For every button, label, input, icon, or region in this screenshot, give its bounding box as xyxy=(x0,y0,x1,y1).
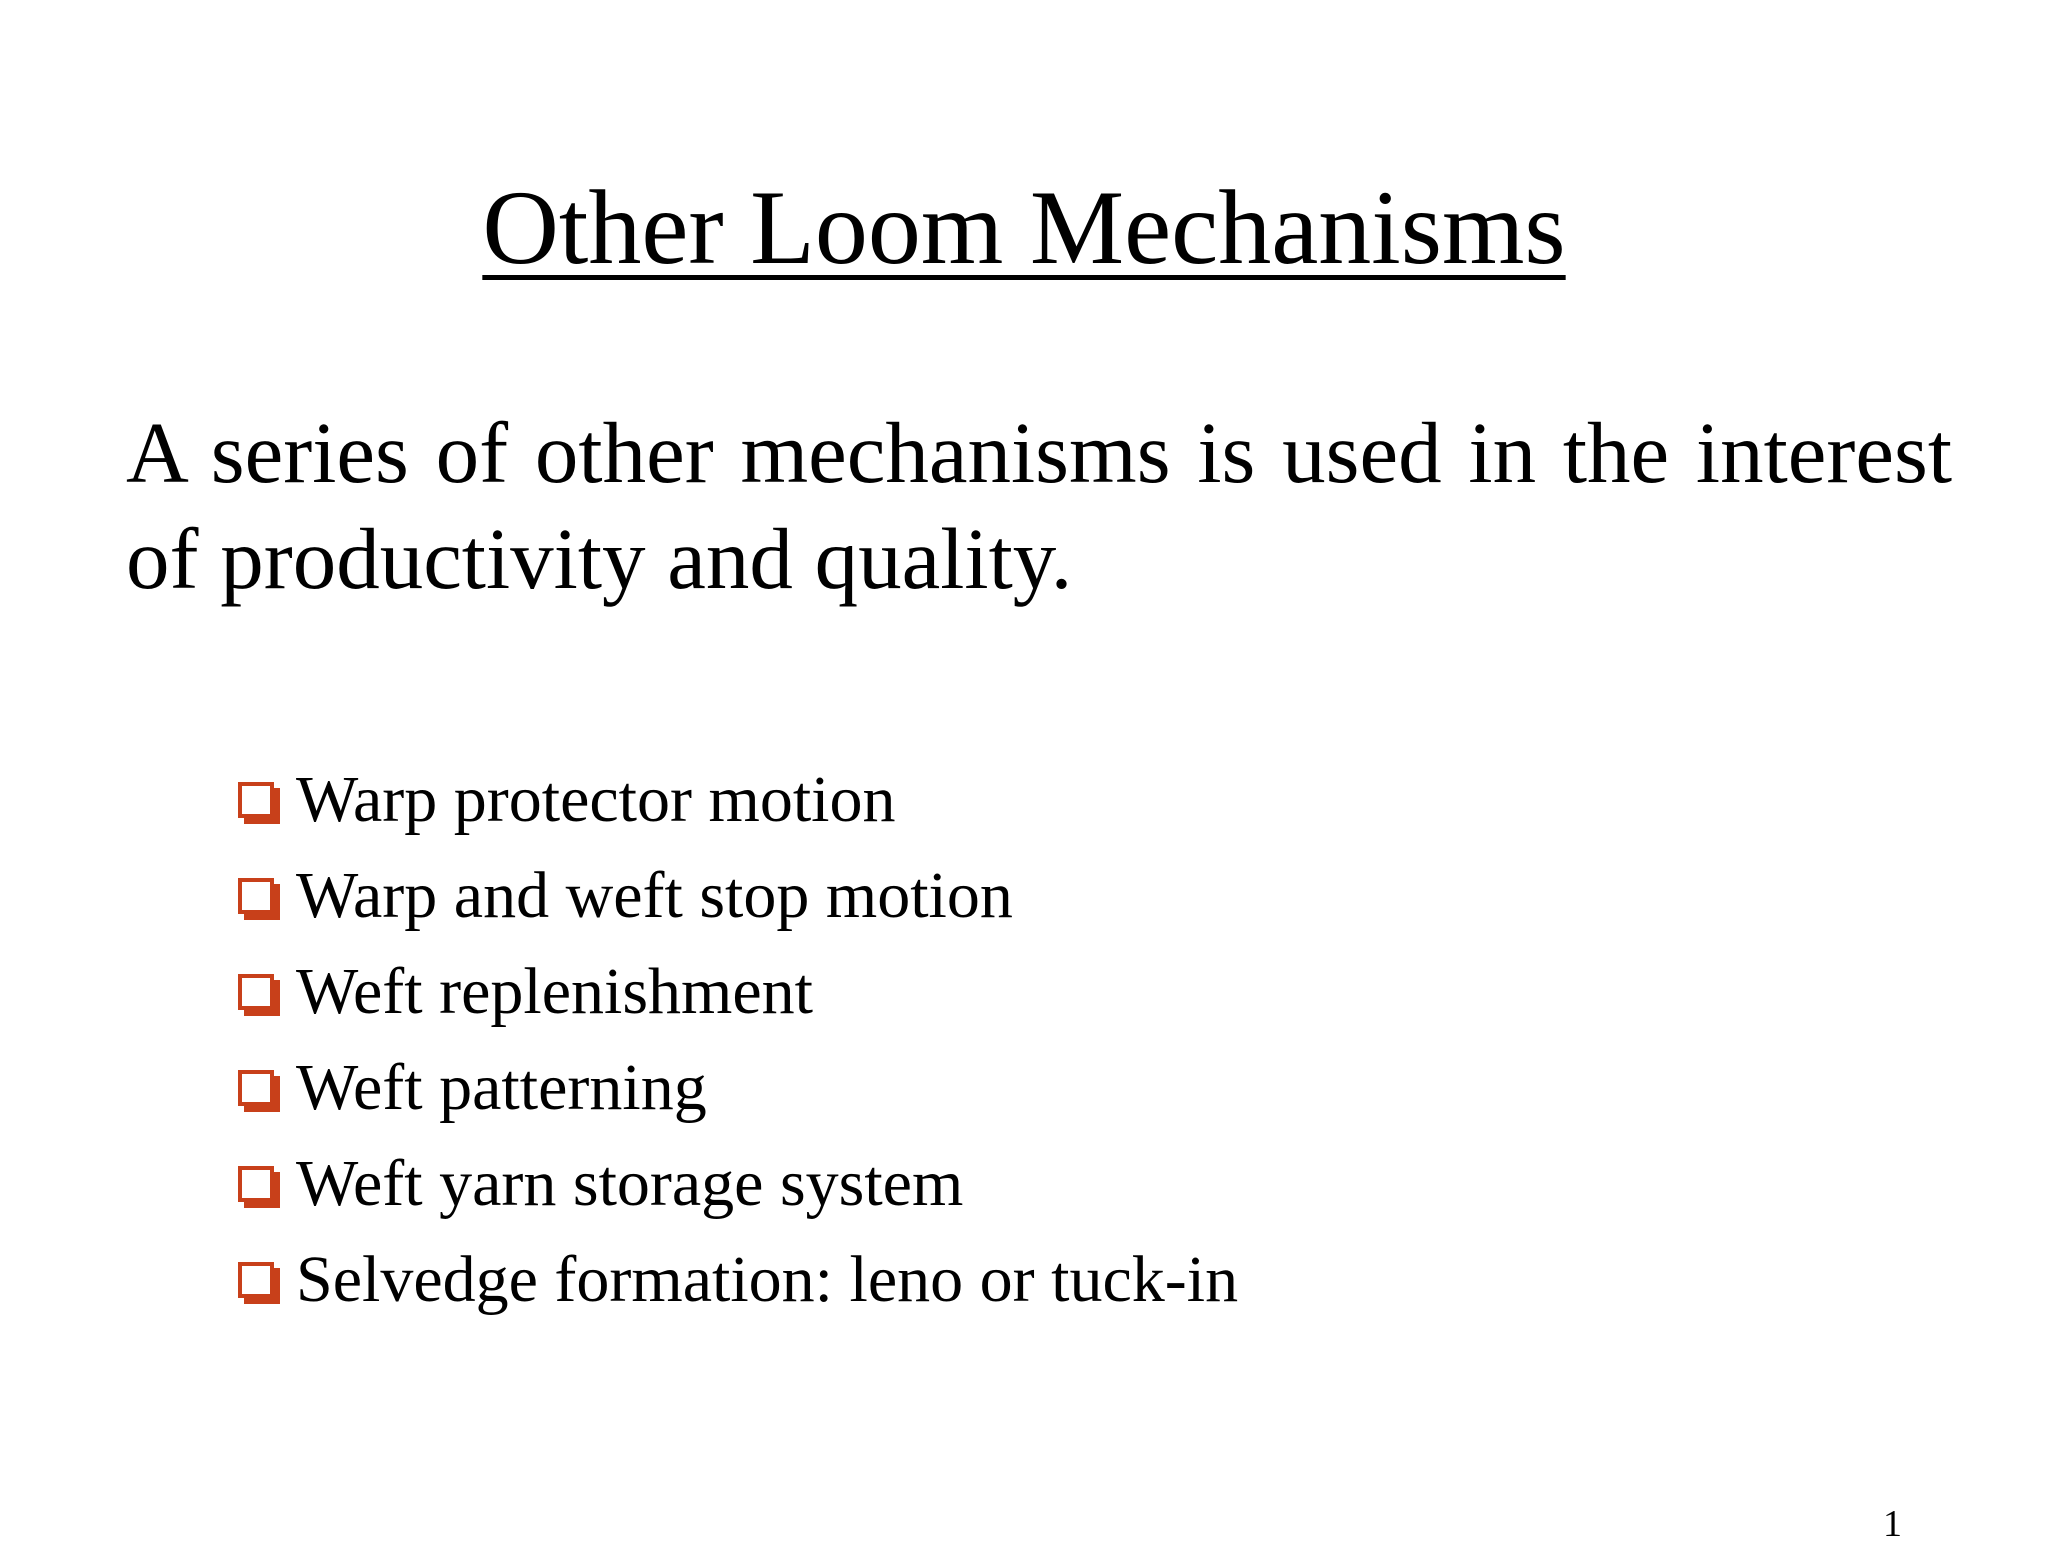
checkbox-icon xyxy=(238,1262,278,1302)
bullet-label: Selvedge formation: leno or tuck-in xyxy=(296,1243,1239,1316)
checkbox-icon xyxy=(238,1166,278,1206)
list-item xyxy=(238,944,1238,1040)
slide-title: Other Loom Mechanisms xyxy=(482,169,1566,286)
bullet-label: Weft patterning xyxy=(296,1051,707,1124)
bullet-label: Weft replenishment xyxy=(296,955,814,1028)
checkbox-icon xyxy=(238,878,278,918)
bullet-label: Warp and weft stop motion xyxy=(296,859,1013,932)
list-item xyxy=(238,848,1238,944)
bullet-list xyxy=(238,752,1238,1328)
list-item xyxy=(238,1040,1238,1136)
page-number: 1 xyxy=(1883,1503,1902,1545)
list-item xyxy=(238,752,1238,848)
intro-paragraph: A series of other mechanisms is used in the interest of productivity and quality. xyxy=(126,404,1952,607)
checkbox-icon xyxy=(238,782,278,822)
bullet-label: Weft yarn storage system xyxy=(296,1147,964,1220)
checkbox-icon xyxy=(238,1070,278,1110)
list-item xyxy=(238,1232,1238,1328)
checkbox-icon xyxy=(238,974,278,1014)
list-item xyxy=(238,1136,1238,1232)
bullet-label: Warp protector motion xyxy=(296,763,896,836)
